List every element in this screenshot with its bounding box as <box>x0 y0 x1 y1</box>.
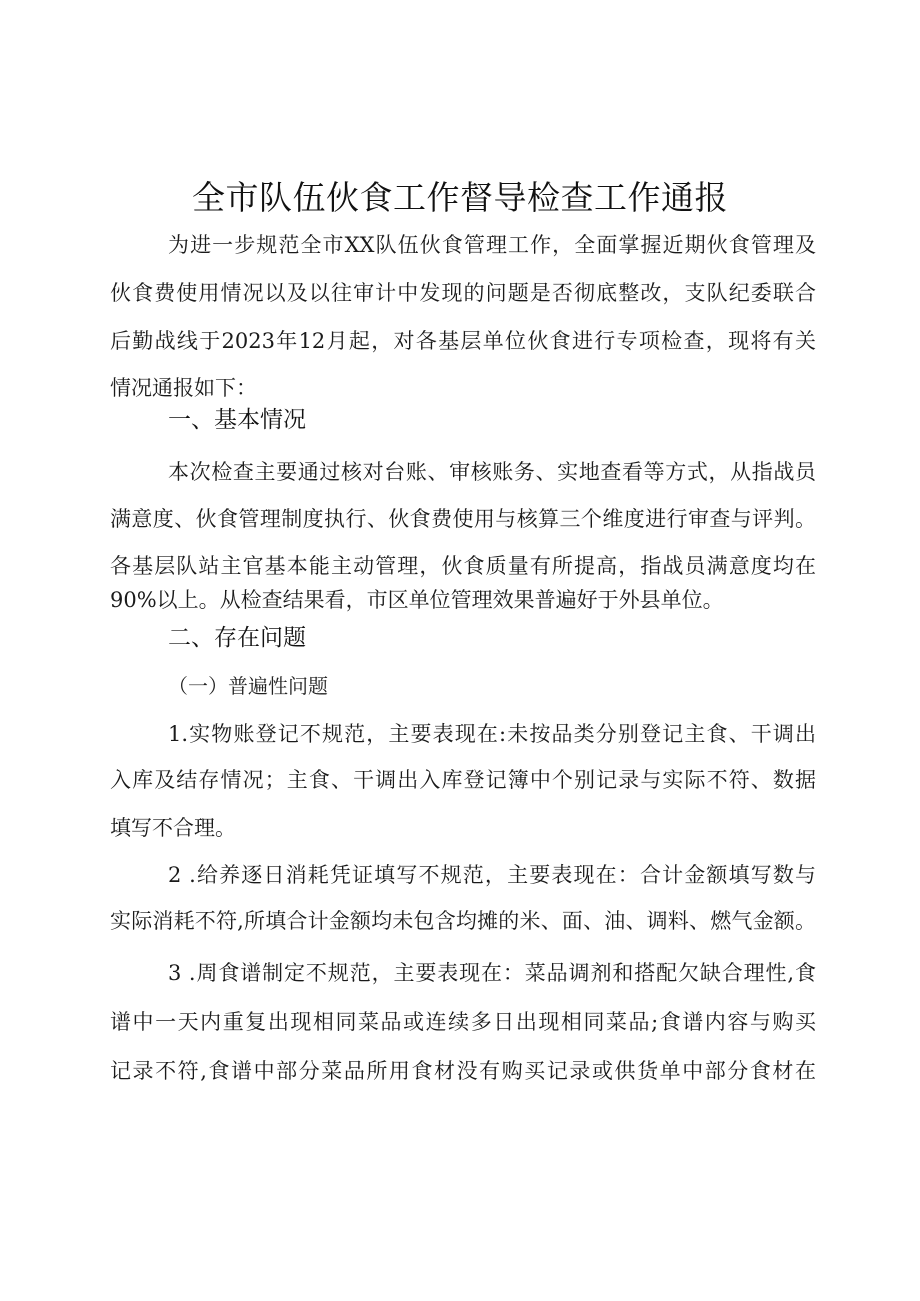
item2-line-1: 2 .给养逐日消耗凭证填写不规范，主要表现在：合计金额填写数与 <box>168 863 816 887</box>
item3-line-2: 谱中一天内重复出现相同菜品或连续多日出现相同菜品;食谱内容与购买 <box>110 1010 816 1034</box>
section-heading-basic: 一、基本情况 <box>168 407 306 433</box>
section1-line-3: 各基层队站主官基本能主动管理，伙食质量有所提高，指战员满意度均在 <box>110 554 816 578</box>
item3-line-3: 记录不符,食谱中部分菜品所用食材没有购买记录或供货单中部分食材在 <box>110 1059 816 1083</box>
item1-line-1: 1.实物账登记不规范，主要表现在:未按品类分别登记主食、干调出 <box>168 722 816 746</box>
item1-line-3: 填写不合理。 <box>110 816 236 840</box>
item3-line-1: 3 .周食谱制定不规范，主要表现在：菜品调剂和搭配欠缺合理性,食 <box>168 961 816 985</box>
intro-line-4: 情况通报如下： <box>110 376 257 400</box>
section1-line-2: 满意度、伙食管理制度执行、伙食费使用与核算三个维度进行审查与评判。 <box>110 507 816 531</box>
item1-line-2: 入库及结存情况；主食、干调出入库登记簿中个别记录与实际不符、数据 <box>110 768 816 792</box>
section1-line-4: 90%以上。从检查结果看，市区单位管理效果普遍好于外县单位。 <box>110 588 724 612</box>
document-title: 全市队伍伙食工作督导检查工作通报 <box>192 178 728 217</box>
section-heading-problems: 二、存在问题 <box>168 625 306 651</box>
item2-line-2: 实际消耗不符,所填合计金额均未包含均摊的米、面、油、调料、燃气金额。 <box>110 909 816 933</box>
intro-line-1: 为进一步规范全市XX队伍伙食管理工作，全面掌握近期伙食管理及 <box>168 233 816 257</box>
subsection-heading-common: （一）普遍性问题 <box>168 674 328 698</box>
section1-line-1: 本次检查主要通过核对台账、审核账务、实地查看等方式，从指战员 <box>168 460 816 484</box>
intro-line-3: 后勤战线于2023年12月起，对各基层单位伙食进行专项检查，现将有关 <box>110 329 816 353</box>
intro-line-2: 伙食费使用情况以及以往审计中发现的问题是否彻底整改，支队纪委联合 <box>110 281 816 305</box>
